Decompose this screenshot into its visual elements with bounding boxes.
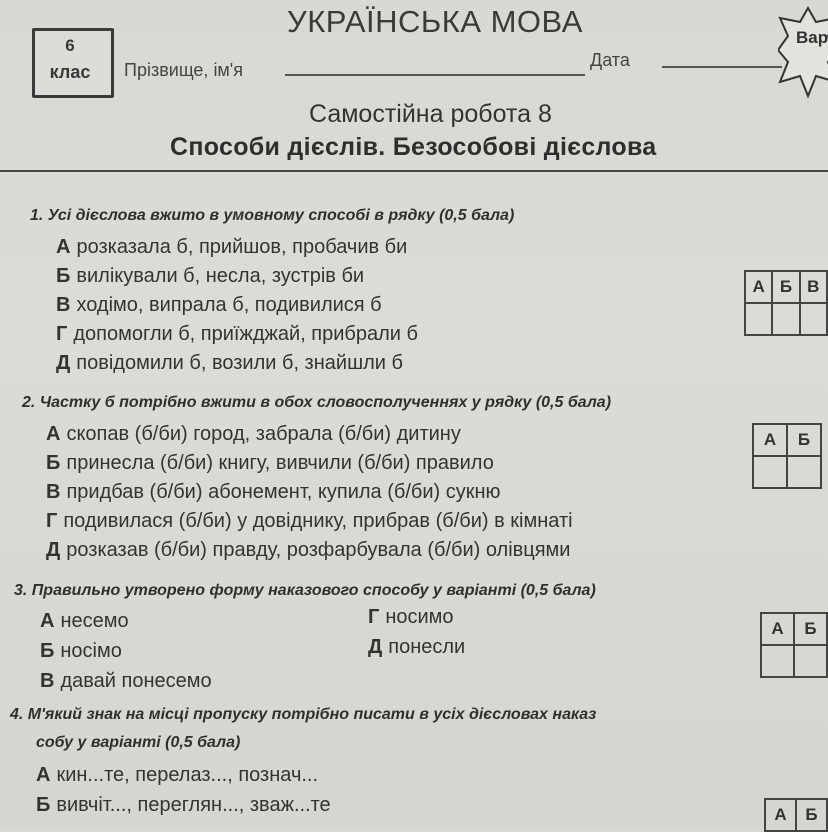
- question-1-text: 1. Усі дієслова вжито в умовному способі в рядку (0,5 бала): [30, 207, 515, 224]
- q1-option-e[interactable]: [56, 352, 403, 375]
- answer-header: Б: [772, 271, 799, 303]
- q4-answer-grid: [764, 798, 828, 832]
- q1-answer-grid: [744, 270, 828, 336]
- question-4-text-line1: 4. М'який знак на місці пропуску потрібно писати в усіх дієсловах наказ: [10, 706, 597, 723]
- option-letter: В: [40, 670, 55, 692]
- option-text: принесла (б/би) книгу, вивчили (б/би) правило: [66, 452, 494, 474]
- q3-option-b[interactable]: [40, 640, 122, 663]
- answer-header: В: [800, 271, 827, 303]
- grade-word: клас: [49, 62, 91, 82]
- option-text: розказала б, прийшов, пробачив би: [76, 236, 408, 258]
- q3-option-c[interactable]: [40, 670, 212, 693]
- header-divider: [0, 170, 828, 172]
- answer-cell[interactable]: [753, 456, 787, 488]
- answer-cell[interactable]: [772, 303, 799, 335]
- option-letter: Г: [46, 510, 58, 532]
- date-label: Дата: [590, 50, 630, 70]
- answer-header: Б: [787, 424, 821, 456]
- grade-number: 6: [65, 36, 75, 55]
- q3-option-d[interactable]: [368, 606, 454, 629]
- q2-option-a[interactable]: [46, 423, 461, 446]
- option-letter: Д: [368, 636, 383, 658]
- option-text: носімо: [60, 640, 122, 662]
- answer-header: А: [765, 799, 796, 831]
- option-text: понесли: [388, 636, 466, 658]
- answer-header: Б: [796, 799, 827, 831]
- option-letter: А: [46, 423, 61, 445]
- q2-answer-grid: [752, 423, 822, 489]
- answer-cell[interactable]: [761, 645, 794, 677]
- date-line[interactable]: [662, 66, 782, 68]
- option-text: несемо: [60, 610, 129, 632]
- option-letter: А: [56, 236, 71, 258]
- q3-answer-grid: [760, 612, 828, 678]
- topic-title: Способи дієслів. Безособові дієслова: [170, 133, 657, 161]
- option-letter: Б: [56, 265, 71, 287]
- option-letter: А: [40, 610, 55, 632]
- q2-option-d[interactable]: [46, 510, 573, 533]
- answer-header: Б: [794, 613, 827, 645]
- option-text: розказав (б/би) правду, розфарбувала (б/би) олівцями: [66, 539, 571, 561]
- answer-cell[interactable]: [745, 303, 772, 335]
- option-text: носимо: [385, 606, 454, 628]
- q2-option-b[interactable]: [46, 452, 494, 475]
- option-letter: В: [46, 481, 61, 503]
- q1-option-a[interactable]: [56, 236, 407, 259]
- option-letter: Б: [36, 794, 51, 816]
- option-letter: Г: [56, 323, 68, 345]
- option-text: вивчіт..., переглян..., зваж...те: [56, 794, 331, 816]
- q1-option-d[interactable]: [56, 323, 418, 346]
- question-2-text: 2. Частку б потрібно вжити в обох словосполученнях у рядку (0,5 бала): [22, 394, 612, 411]
- work-title: Самостійна робота 8: [309, 100, 552, 128]
- option-text: вилікували б, несла, зустрів би: [76, 265, 365, 287]
- variant-label: Вар: [796, 28, 828, 47]
- q2-option-c[interactable]: [46, 481, 501, 504]
- option-text: повідомили б, возили б, знайшли б: [76, 352, 403, 374]
- option-letter: Б: [46, 452, 61, 474]
- option-text: давай понесемо: [60, 670, 212, 692]
- option-text: ходімо, випрала б, подивилися б: [76, 294, 382, 316]
- option-letter: Г: [368, 606, 380, 628]
- question-4-text-line2: собу у варіанті (0,5 бала): [36, 734, 241, 751]
- option-text: допомогли б, приїжджай, прибрали б: [73, 323, 418, 345]
- option-letter: Б: [40, 640, 55, 662]
- option-letter: Д: [46, 539, 61, 561]
- answer-cell[interactable]: [794, 645, 827, 677]
- option-text: подивилася (б/би) у довіднику, прибрав (б/би) в кімнаті: [63, 510, 573, 532]
- option-text: скопав (б/би) город, забрала (б/би) дитину: [66, 423, 461, 445]
- q4-option-a[interactable]: [36, 764, 318, 787]
- name-line[interactable]: [285, 74, 585, 76]
- option-text: придбав (б/би) абонемент, купила (б/би) сукню: [66, 481, 501, 503]
- answer-cell[interactable]: [800, 303, 827, 335]
- option-letter: А: [36, 764, 51, 786]
- answer-cell[interactable]: [787, 456, 821, 488]
- q2-option-e[interactable]: [46, 539, 570, 562]
- answer-header: А: [753, 424, 787, 456]
- q1-option-c[interactable]: [56, 294, 382, 317]
- q3-option-a[interactable]: [40, 610, 129, 633]
- option-letter: Д: [56, 352, 71, 374]
- question-3-text: 3. Правильно утворено форму наказового способу у варіанті (0,5 бала): [14, 582, 596, 599]
- option-text: кин...те, перелаз..., познач...: [56, 764, 319, 786]
- option-letter: В: [56, 294, 71, 316]
- answer-header: А: [745, 271, 772, 303]
- subject-title: УКРАЇНСЬКА МОВА: [287, 4, 583, 39]
- q4-option-b[interactable]: [36, 794, 331, 817]
- q1-option-b[interactable]: [56, 265, 364, 288]
- variant-star-badge: [778, 0, 828, 100]
- q3-option-e[interactable]: [368, 636, 465, 659]
- name-label: Прізвище, ім'я: [124, 60, 243, 80]
- answer-header: А: [761, 613, 794, 645]
